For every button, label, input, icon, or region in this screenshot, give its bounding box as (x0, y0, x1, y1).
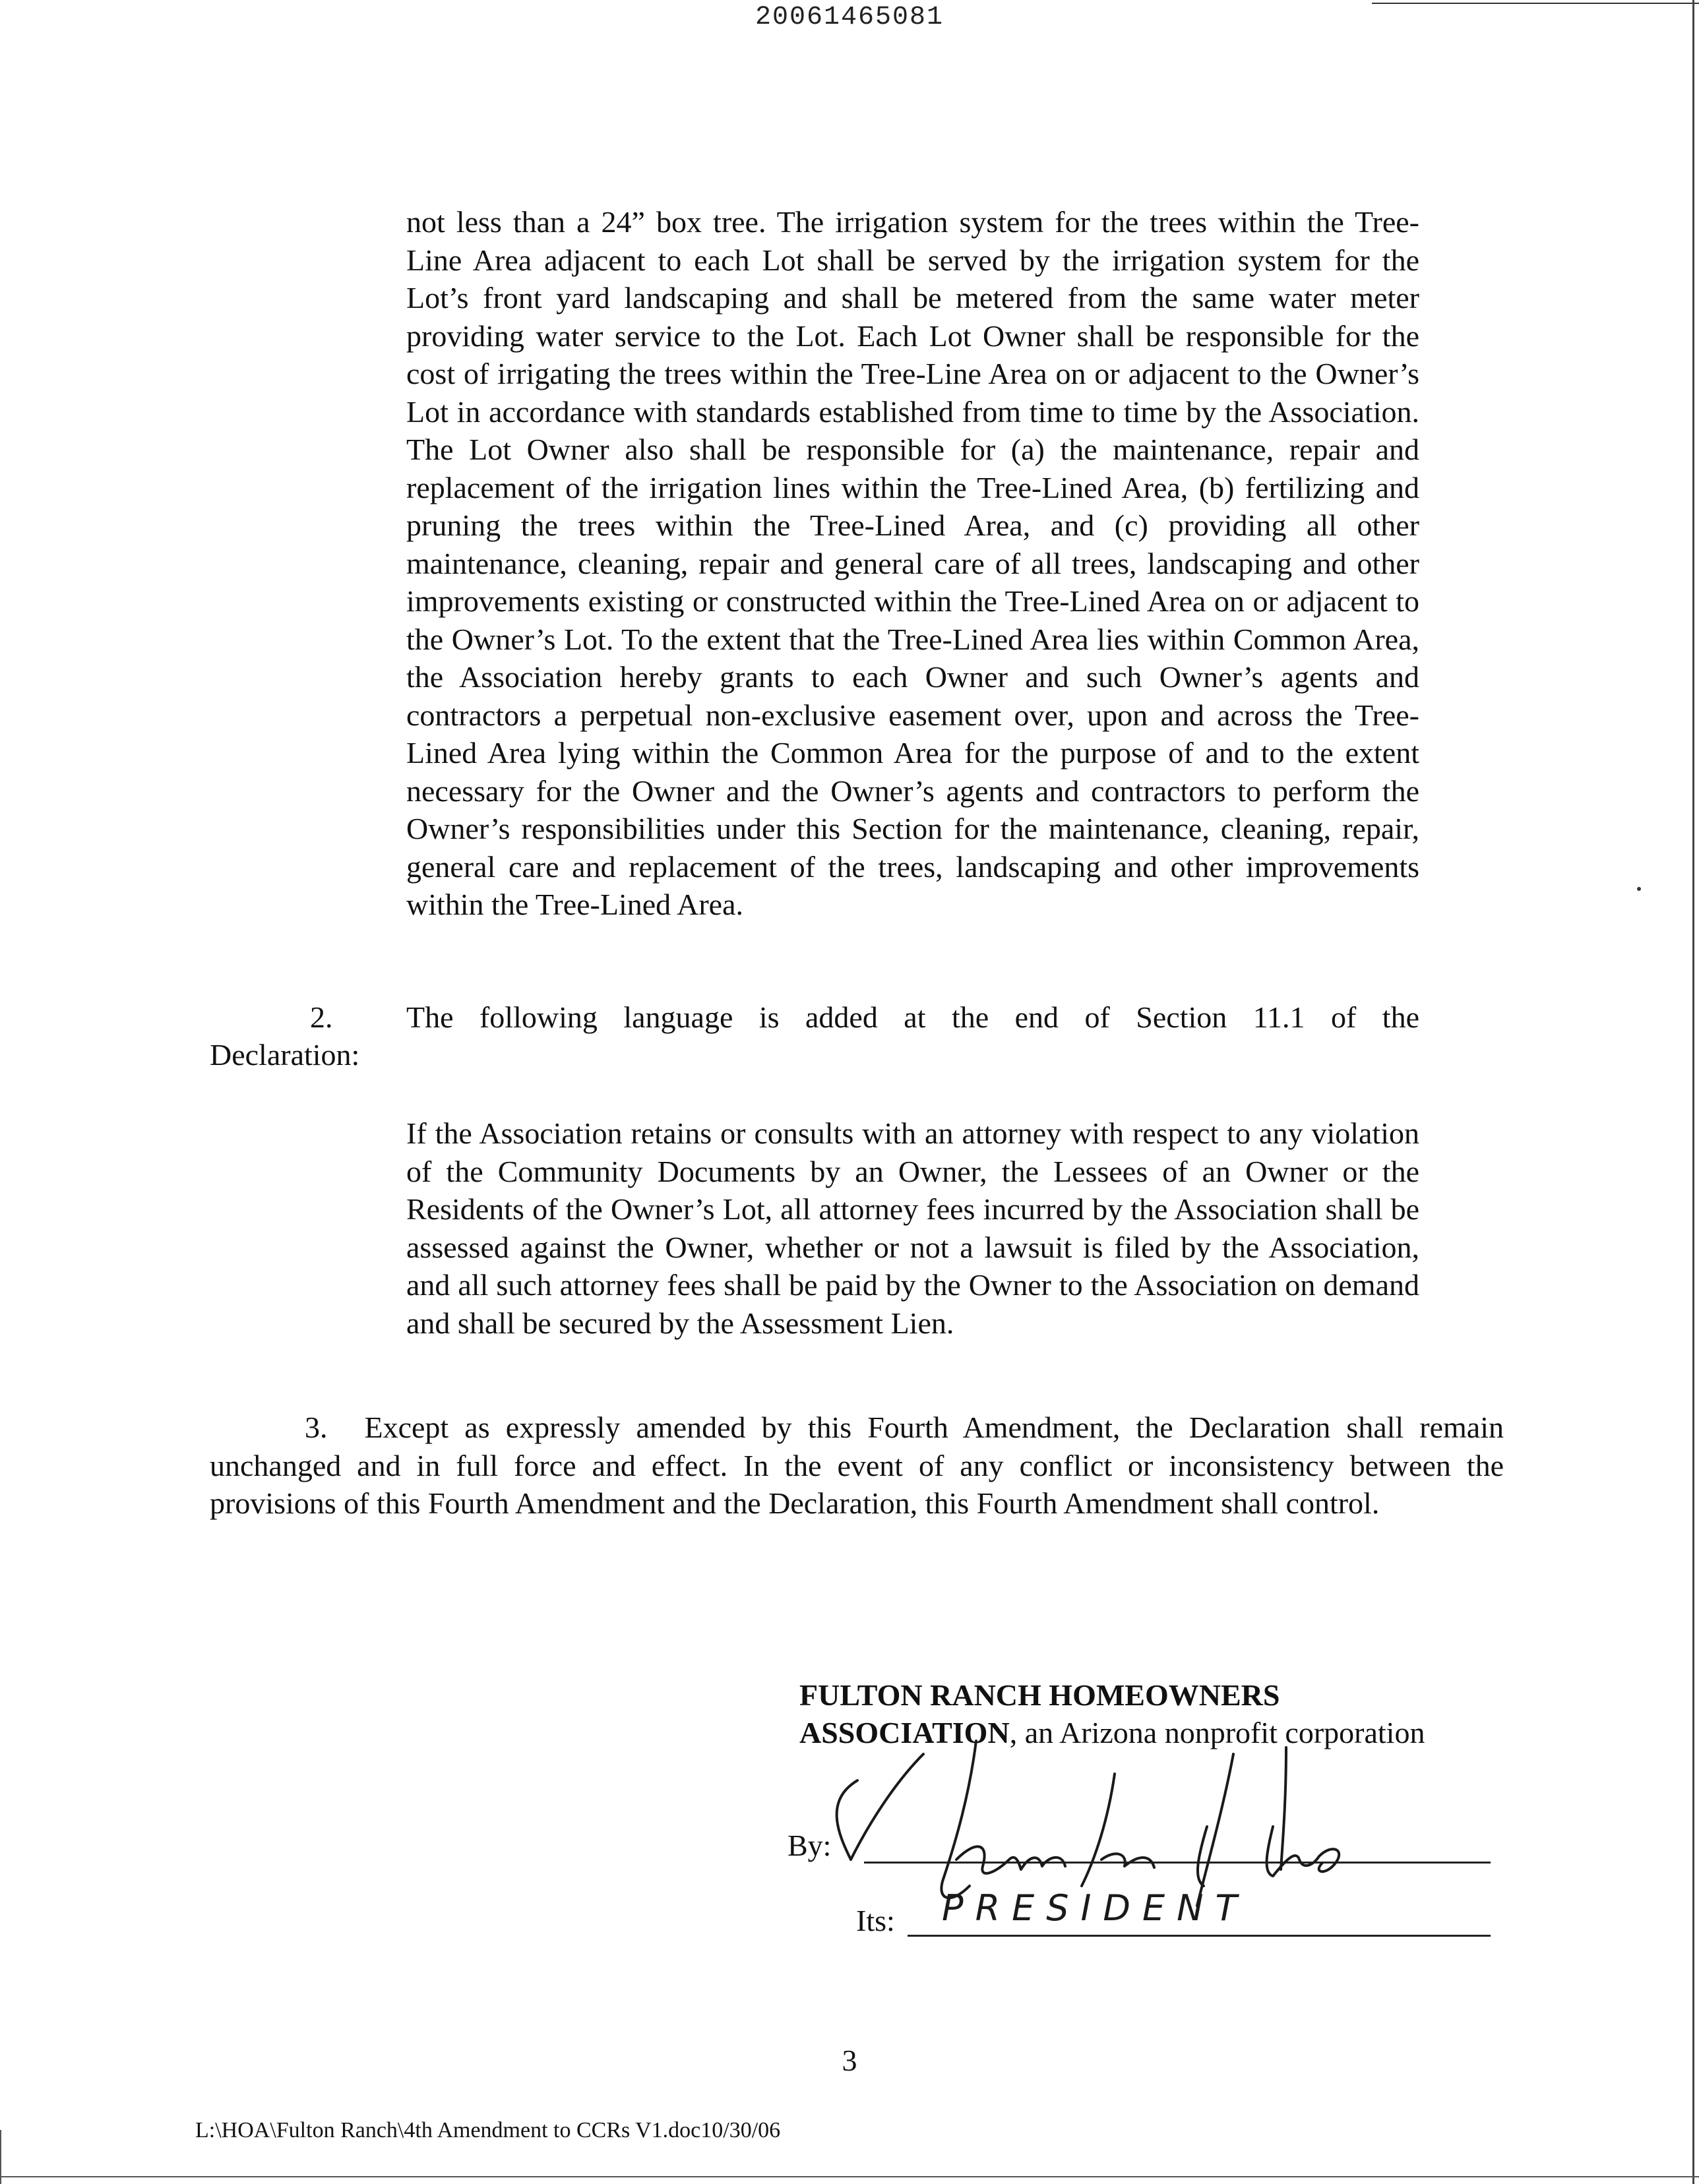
item-2-continuation: Declaration: (210, 1038, 360, 1072)
right-edge-rule (1692, 0, 1694, 2184)
footer-file-path: L:\HOA\Fulton Ranch\4th Amendment to CCRs V1.doc10/30/06 (195, 2118, 781, 2142)
by-label: By: (788, 1829, 832, 1862)
association-name-line1: FULTON RANCH HOMEOWNERS (799, 1678, 1280, 1712)
item-3-text: Except as expressly amended by this Fourth Amendment, the Declaration shall remain unchanged and in full force and effect. In the event of any conflict or inconsistency between the provisions of this Fourth Amendment and the Declaration, this Fourth Amendment shall control. (210, 1410, 1504, 1520)
handwritten-signature (811, 1728, 1405, 1939)
item-2-text: The following language is added at the end of Section 11.1 of the (406, 1000, 1419, 1034)
association-name-bold: ASSOCIATION (799, 1716, 1010, 1749)
association-name-rest: , an Arizona nonprofit corporation (1009, 1716, 1425, 1749)
left-edge-mark (0, 2130, 1, 2184)
recording-number: 20061465081 (755, 3, 944, 32)
continued-paragraph: not less than a 24” box tree. The irrigation system for the trees within the Tree-Line Area adjacent to each Lot shall be served by the irrigation system for the Lot’s front yard landscaping and shall be metered from the same water meter providing water service to the Lot. Each Lot Owner shall be responsible for the cost of irrigating the trees within the Tree-Line Area on or adjacent to the Owner’s Lot in accordance with standards established from time to time by the Association. The Lot Owner also shall be responsible for (a) the maintenance, repair and replacement of the irrigation lines within the Tree-Lined Area, (b) fertilizing and pruning the trees within the Tree-Lined Area, and (c) providing all other maintenance, cleaning, repair and general care of all trees, landscaping and other improvements existing or constructed within the Tree-Lined Area on or adjacent to the Owner’s Lot. To the extent that the Tree-Lined Area lies within Common Area, the Association hereby grants to each Owner and such Owner’s agents and contractors a perpetual non-exclusive easement over, upon and across the Tree-Lined Area lying within the Common Area for the purpose of and to the extent necessary for the Owner and the Owner’s agents and contractors to perform the Owner’s responsibilities under this Section for the maintenance, cleaning, repair, general care and replacement of the trees, landscaping and other improvements within the Tree-Lined Area. (406, 205, 1419, 921)
bottom-edge-rule (0, 2176, 1699, 2177)
item-3-paragraph (210, 1409, 1504, 1523)
page-number: 3 (842, 2044, 857, 2077)
scan-speck (1637, 887, 1641, 891)
its-handwritten-title: PRESIDENT (942, 1887, 1249, 1929)
its-label: Its: (856, 1904, 895, 1937)
item-3-number: 3. (305, 1410, 328, 1444)
added-language-paragraph: If the Association retains or consults with an attorney with respect to any violation of the Community Documents by an Owner, the Lessees of an Owner or the Residents of the Owner’s Lot, all attorney fees incurred by the Association shall be assessed against the Owner, whether or not a lawsuit is filed by the Association, and all such attorney fees shall be paid by the Owner to the Association on demand and shall be secured by the Assessment Lien. (406, 1116, 1419, 1340)
item-2-number: 2. (310, 1000, 333, 1034)
